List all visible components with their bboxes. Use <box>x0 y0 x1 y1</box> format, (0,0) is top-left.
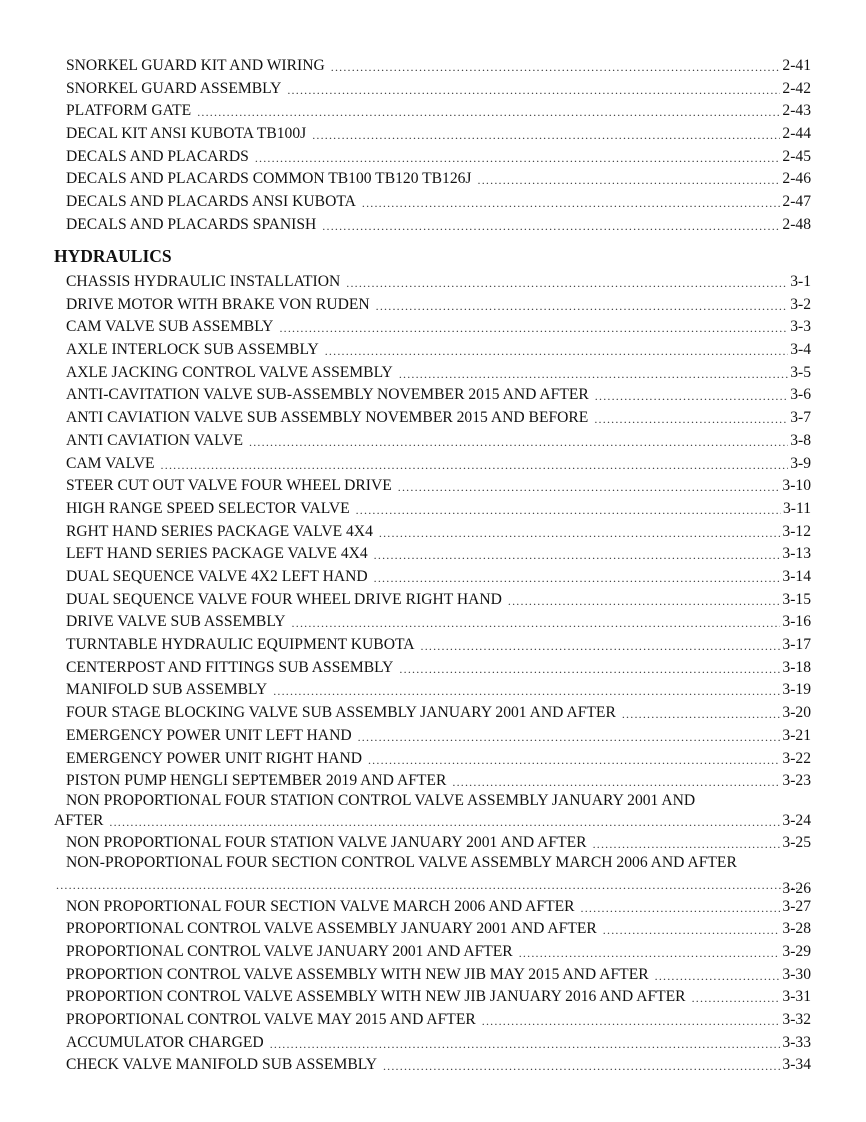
toc-entry-label: NON PROPORTIONAL FOUR STATION VALVE JANUARY 2001 AND AFTER <box>66 833 587 851</box>
toc-entry-label: PROPORTION CONTROL VALVE ASSEMBLY WITH NEW JIB MAY 2015 AND AFTER <box>66 965 649 983</box>
toc-page-number: 3-22 <box>782 749 811 767</box>
toc-page-number: 2-41 <box>782 56 811 74</box>
toc-entry[interactable] <box>66 518 811 541</box>
toc-entry-label-line2: AFTER <box>54 811 104 829</box>
toc-entry[interactable] <box>66 75 811 98</box>
toc-entry-label: DECALS AND PLACARDS COMMON TB100 TB120 TB126J <box>66 169 472 187</box>
toc-entry[interactable] <box>66 938 811 961</box>
toc-entry-label: FOUR STAGE BLOCKING VALVE SUB ASSEMBLY JANUARY 2001 AND AFTER <box>66 703 616 721</box>
leader-dots <box>374 570 781 586</box>
leader-dots <box>322 218 780 234</box>
toc-entry[interactable] <box>66 1006 811 1029</box>
toc-entry-label: ANTI-CAVITATION VALVE SUB-ASSEMBLY NOVEMBER 2015 AND AFTER <box>66 385 589 403</box>
toc-entry[interactable] <box>66 472 811 495</box>
toc-page-number: 3-6 <box>790 385 811 403</box>
toc-page-number: 3-33 <box>782 1033 811 1051</box>
toc-page-number: 3-32 <box>782 1010 811 1028</box>
leader-dots <box>603 922 781 938</box>
toc-entry-label: NON PROPORTIONAL FOUR SECTION VALVE MARCH 2006 AND AFTER <box>66 897 575 915</box>
toc-page-number: 3-24 <box>782 811 811 829</box>
toc-entry[interactable] <box>66 211 811 234</box>
toc-entry-label: CAM VALVE <box>66 454 155 472</box>
toc-entry-label: DUAL SEQUENCE VALVE FOUR WHEEL DRIVE RIGHT HAND <box>66 590 502 608</box>
toc-entry[interactable] <box>66 336 811 359</box>
toc-page-number: 3-16 <box>782 612 811 630</box>
toc-page-number: 3-4 <box>790 340 811 358</box>
toc-entry-label: DECALS AND PLACARDS ANSI KUBOTA <box>66 192 356 210</box>
toc-page-number: 3-29 <box>782 942 811 960</box>
toc-page-number: 3-11 <box>782 499 811 517</box>
toc-page-number: 3-9 <box>790 454 811 472</box>
leader-dots <box>655 968 781 984</box>
leader-dots <box>594 411 788 427</box>
toc-entry-label: CAM VALVE SUB ASSEMBLY <box>66 317 274 335</box>
toc-entry-label: CHASSIS HYDRAULIC INSTALLATION <box>66 272 341 290</box>
toc-page-number-row <box>66 871 811 897</box>
toc-entry[interactable] <box>66 829 811 852</box>
toc-entry-label: ANTI CAVIATION VALVE <box>66 431 244 449</box>
toc-page-number: 3-13 <box>782 544 811 562</box>
toc-entry-label: PROPORTIONAL CONTROL VALVE ASSEMBLY JANUARY 2001 AND AFTER <box>66 919 597 937</box>
toc-page-number: 3-27 <box>782 897 811 915</box>
toc-page-number: 2-44 <box>782 124 811 142</box>
toc-page-number: 3-5 <box>790 363 811 381</box>
toc-entry-label: ACCUMULATOR CHARGED <box>66 1033 264 1051</box>
toc-entry-label-line1[interactable]: NON-PROPORTIONAL FOUR SECTION CONTROL VALVE ASSEMBLY MARCH 2006 AND AFTER <box>66 854 737 871</box>
toc-entry-label: DRIVE VALVE SUB ASSEMBLY <box>66 612 286 630</box>
toc-entry[interactable] <box>66 1051 811 1074</box>
toc-entry-label: CENTERPOST AND FITTINGS SUB ASSEMBLY <box>66 658 394 676</box>
toc-page-number: 3-19 <box>782 680 811 698</box>
leader-dots <box>109 814 780 830</box>
leader-dots <box>519 945 781 961</box>
leader-dots <box>374 547 781 563</box>
toc-entry[interactable] <box>66 268 811 291</box>
toc-entry-label: TURNTABLE HYDRAULIC EQUIPMENT KUBOTA <box>66 635 415 653</box>
toc-entry-label: LEFT HAND SERIES PACKAGE VALVE 4X4 <box>66 544 368 562</box>
toc-entry-label: MANIFOLD SUB ASSEMBLY <box>66 680 268 698</box>
toc-entry[interactable] <box>66 722 811 745</box>
leader-dots <box>595 388 788 404</box>
section-heading: HYDRAULICS <box>54 246 172 266</box>
toc-page-number: 3-14 <box>782 567 811 585</box>
toc-entry-label: PLATFORM GATE <box>66 101 192 119</box>
toc-page-number: 3-10 <box>782 476 811 494</box>
toc-entry-label: PROPORTIONAL CONTROL VALVE JANUARY 2001 AND AFTER <box>66 942 513 960</box>
leader-dots <box>593 836 781 852</box>
toc-entry-label: HIGH RANGE SPEED SELECTOR VALVE <box>66 499 350 517</box>
toc-entry[interactable] <box>66 631 811 654</box>
toc-entry-label: SNORKEL GUARD ASSEMBLY <box>66 79 282 97</box>
toc-page-number: 2-48 <box>782 215 811 233</box>
toc-entry[interactable] <box>66 188 811 211</box>
leader-dots <box>379 525 781 541</box>
toc-entry[interactable] <box>54 807 811 830</box>
toc-entry-label: AXLE JACKING CONTROL VALVE ASSEMBLY <box>66 363 393 381</box>
leader-dots <box>362 195 781 211</box>
leader-dots <box>270 1036 781 1052</box>
toc-entry[interactable] <box>66 313 811 336</box>
toc-page-number: 2-47 <box>782 192 811 210</box>
leader-dots <box>692 990 781 1006</box>
leader-dots <box>287 82 780 98</box>
leader-dots <box>312 127 780 143</box>
leader-dots <box>358 729 781 745</box>
leader-dots <box>161 457 789 473</box>
toc-page-number: 3-23 <box>782 771 811 789</box>
leader-dots <box>249 434 788 450</box>
toc-entry-label: DRIVE MOTOR WITH BRAKE VON RUDEN <box>66 295 370 313</box>
leader-dots <box>399 366 788 382</box>
toc-page-number: 3-28 <box>782 919 811 937</box>
toc-entry-label: DECAL KIT ANSI KUBOTA TB100J <box>66 124 307 142</box>
toc-entry-label: CHECK VALVE MANIFOLD SUB ASSEMBLY <box>66 1055 377 1073</box>
leader-dots <box>197 104 780 120</box>
toc-entry[interactable] <box>66 983 811 1006</box>
leader-dots <box>508 593 781 609</box>
toc-entry[interactable] <box>66 608 811 631</box>
toc-entry[interactable] <box>66 961 811 984</box>
toc-entry[interactable] <box>66 381 811 404</box>
toc-entry-label: ANTI CAVIATION VALVE SUB ASSEMBLY NOVEMBER 2015 AND BEFORE <box>66 408 589 426</box>
leader-dots <box>376 298 789 314</box>
toc-entry[interactable] <box>66 291 811 314</box>
leader-dots <box>325 343 788 359</box>
toc-entry-label-line1[interactable]: NON PROPORTIONAL FOUR STATION CONTROL VALVE ASSEMBLY JANUARY 2001 AND <box>66 792 696 809</box>
leader-dots <box>482 1013 781 1029</box>
toc-page-number: 3-30 <box>782 965 811 983</box>
leader-dots <box>452 774 780 790</box>
toc-page-number: 3-20 <box>782 703 811 721</box>
toc-entry[interactable] <box>66 52 811 75</box>
toc-entry-label: AXLE INTERLOCK SUB ASSEMBLY <box>66 340 319 358</box>
toc-entry[interactable] <box>66 563 811 586</box>
leader-dots <box>421 638 781 654</box>
toc-entry[interactable] <box>66 699 811 722</box>
toc-entry[interactable] <box>66 767 811 790</box>
toc-entry-label: PROPORTION CONTROL VALVE ASSEMBLY WITH NEW JIB JANUARY 2016 AND AFTER <box>66 987 686 1005</box>
toc-entry[interactable] <box>66 143 811 166</box>
toc-page-number: 3-31 <box>782 987 811 1005</box>
leader-dots <box>346 275 788 291</box>
toc-entry[interactable] <box>66 97 811 120</box>
leader-dots <box>356 502 781 518</box>
toc-entry[interactable] <box>66 120 811 143</box>
toc-page-number: 3-26 <box>782 879 811 897</box>
toc-page-number: 3-25 <box>782 833 811 851</box>
toc-entry-label: DECALS AND PLACARDS SPANISH <box>66 215 317 233</box>
leader-dots <box>368 752 780 768</box>
toc-entry[interactable] <box>66 540 811 563</box>
toc-entry-label: DUAL SEQUENCE VALVE 4X2 LEFT HAND <box>66 567 368 585</box>
toc-entry-label: SNORKEL GUARD KIT AND WIRING <box>66 56 325 74</box>
leader-dots <box>255 150 781 166</box>
toc-entry[interactable] <box>66 893 811 916</box>
toc-entry-label: EMERGENCY POWER UNIT RIGHT HAND <box>66 749 362 767</box>
leader-dots <box>478 172 781 188</box>
toc-page-number: 3-12 <box>782 522 811 540</box>
toc-page-number: 3-8 <box>790 431 811 449</box>
toc-entry[interactable] <box>66 404 811 427</box>
toc-page-number: 2-45 <box>782 147 811 165</box>
toc-page-number: 3-7 <box>790 408 811 426</box>
leader-dots <box>398 479 781 495</box>
toc-page-number: 3-1 <box>790 272 811 290</box>
toc-page-number: 2-43 <box>782 101 811 119</box>
toc-entry-label: RGHT HAND SERIES PACKAGE VALVE 4X4 <box>66 522 373 540</box>
toc-page-number: 3-15 <box>782 590 811 608</box>
leader-dots <box>383 1058 780 1074</box>
toc-entry-label: EMERGENCY POWER UNIT LEFT HAND <box>66 726 352 744</box>
toc-entry[interactable] <box>66 745 811 768</box>
leader-dots <box>399 661 780 677</box>
leader-dots <box>331 59 781 75</box>
toc-page-number: 3-17 <box>782 635 811 653</box>
toc-page-number: 3-2 <box>790 295 811 313</box>
toc-page-number: 2-42 <box>782 79 811 97</box>
toc-page-number: 3-21 <box>782 726 811 744</box>
toc-entry[interactable] <box>66 676 811 699</box>
toc-entry[interactable] <box>66 915 811 938</box>
toc-entry[interactable] <box>66 586 811 609</box>
toc-entry[interactable] <box>66 654 811 677</box>
toc-page-number: 3-18 <box>782 658 811 676</box>
toc-page-number: 3-34 <box>782 1055 811 1073</box>
toc-entry[interactable] <box>66 1029 811 1052</box>
toc-entry[interactable] <box>66 495 811 518</box>
leader-dots <box>279 320 788 336</box>
toc-entry-label: DECALS AND PLACARDS <box>66 147 249 165</box>
leader-dots <box>622 706 781 722</box>
leader-dots <box>292 615 781 631</box>
toc-entry-label: STEER CUT OUT VALVE FOUR WHEEL DRIVE <box>66 476 392 494</box>
toc-entry[interactable] <box>66 427 811 450</box>
toc-entry-label: PROPORTIONAL CONTROL VALVE MAY 2015 AND AFTER <box>66 1010 476 1028</box>
toc-entry[interactable] <box>66 450 811 473</box>
toc-page-number: 3-3 <box>790 317 811 335</box>
toc-entry[interactable] <box>66 165 811 188</box>
toc-entry[interactable] <box>66 359 811 382</box>
leader-dots <box>581 900 781 916</box>
toc-page-number: 2-46 <box>782 169 811 187</box>
leader-dots <box>273 683 780 699</box>
toc-entry-label: PISTON PUMP HENGLI SEPTEMBER 2019 AND AFTER <box>66 771 447 789</box>
